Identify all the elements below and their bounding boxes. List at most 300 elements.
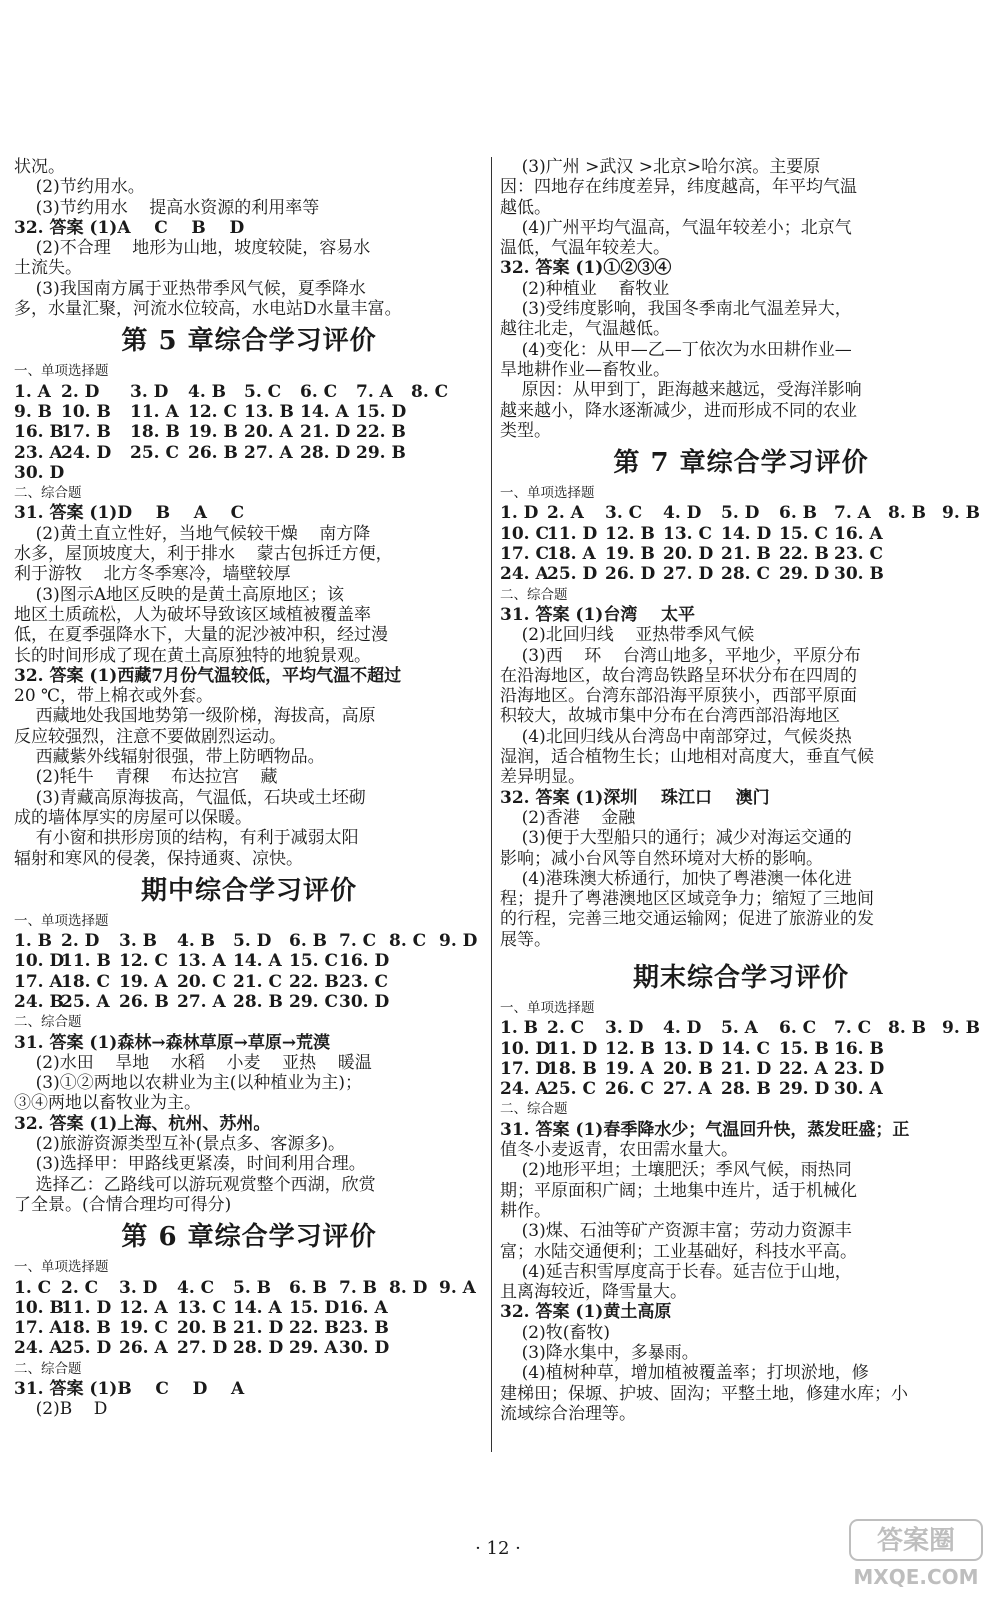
mcq-answer <box>439 992 484 1012</box>
mcq-answer: 9. B <box>942 503 981 524</box>
answer-line: 期；平原面积广阔；土地集中连片，适于机械化 <box>500 1180 857 1201</box>
answer-line: 西藏紫外线辐射很强，带上防晒物品。 <box>14 747 325 768</box>
mcq-answer: 2. A <box>547 503 584 524</box>
mcq-answer <box>888 1039 942 1059</box>
mcq-answer: 7. C <box>339 931 377 952</box>
answer-line: 富；水陆交通便利；工业基础好，科技水平高。 <box>500 1241 857 1262</box>
answer-line: 长的时间形成了现在黄土高原独特的地貌景观。 <box>14 645 371 666</box>
mcq-answer: 29. D <box>779 1079 830 1100</box>
answer-line: (2)香港 金融 <box>500 807 636 828</box>
answer-line: (2)牦牛 青稞 布达拉宫 藏 <box>14 767 278 788</box>
mcq-answer: 10. D <box>500 1038 551 1059</box>
mcq-answer <box>942 1059 982 1079</box>
mcq-answer: 17. D <box>500 1058 551 1079</box>
mcq-answer <box>942 544 982 564</box>
mcq-answer: 21. D <box>233 1318 284 1339</box>
mcq-answer: 2. C <box>547 1018 585 1039</box>
mcq-answer: 20. D <box>663 544 714 565</box>
right-column <box>500 157 982 1424</box>
answer-line: 状况。 <box>14 157 65 177</box>
mcq-answer: 3. B <box>119 931 158 952</box>
final-section-comprehensive: 二、综合题 <box>500 1101 568 1118</box>
mcq-answer: 12. A <box>119 1297 168 1318</box>
ch5-mcq-grid <box>14 382 484 483</box>
mid-answers <box>14 1033 484 1216</box>
mcq-answer: 23. B <box>339 1318 389 1339</box>
mcq-answer: 3. D <box>605 1018 644 1039</box>
answer-line: 20 ℃，带上棉衣或外套。 <box>14 686 214 707</box>
mcq-answer: 19. A <box>119 971 168 992</box>
mcq-answer: 24. A <box>500 1079 549 1100</box>
mcq-answer: 16. D <box>339 951 390 972</box>
mcq-answer: 17. A <box>14 971 63 992</box>
mcq-answer: 4. B <box>177 931 216 952</box>
mcq-answer: 19. C <box>119 1318 169 1339</box>
ch7-section-mcq: 一、单项选择题 <box>500 485 595 502</box>
right-pre-lines <box>500 157 982 441</box>
answer-line: ③④两地以畜牧业为主。 <box>14 1093 201 1114</box>
mcq-answer: 28. D <box>300 442 351 463</box>
mcq-answer: 9. D <box>439 931 478 952</box>
mcq-answer: 8. D <box>389 1277 428 1298</box>
svg-text:答案圈: 答案圈 <box>876 1526 956 1556</box>
mcq-answer <box>389 972 439 992</box>
mcq-answer: 27. D <box>663 564 714 585</box>
ch6-section-comprehensive: 二、综合题 <box>14 1360 82 1377</box>
mcq-answer: 10. D <box>14 951 65 972</box>
chapter-6-title: 第 6 章综合学习评价 <box>121 1222 377 1253</box>
answer-line: (4)港珠澳大桥通行，加快了粤港澳一体化进 <box>500 868 852 889</box>
answer-line: 在沿海地区，故台湾岛铁路呈环状分布在四周的 <box>500 665 857 686</box>
mcq-answer <box>389 951 439 971</box>
mcq-answer <box>888 524 942 544</box>
answer-line: 影响；减小台风等自然环境对大桥的影响。 <box>500 848 823 869</box>
mcq-answer: 2. D <box>61 381 100 402</box>
answer-line: 越低。 <box>500 197 551 218</box>
mcq-answer: 6. C <box>300 381 338 402</box>
mcq-answer: 7. A <box>834 503 871 524</box>
answer-line: 31. 答案 (1)D B A C <box>14 503 245 524</box>
mcq-answer: 26. A <box>119 1338 168 1359</box>
mcq-answer <box>389 1298 439 1318</box>
ch5-answers <box>14 503 484 868</box>
mcq-answer <box>888 1079 942 1099</box>
answer-line: (3)图示A地区反映的是黄土高原地区；该 <box>14 584 344 605</box>
mcq-answer: 16. A <box>834 523 883 544</box>
mcq-answer: 25. D <box>547 564 598 585</box>
mcq-answer: 12. B <box>605 1038 655 1059</box>
answer-line: 类型。 <box>500 420 551 441</box>
mcq-answer: 4. D <box>663 1018 702 1039</box>
mcq-answer <box>356 463 411 483</box>
answer-line: 32. 答案 (1)A C B D <box>14 217 245 238</box>
mcq-answer: 24. B <box>14 991 64 1012</box>
mcq-answer <box>244 463 300 483</box>
mcq-answer: 25. A <box>61 991 110 1012</box>
mcq-answer <box>439 972 484 992</box>
mcq-answer: 17. C <box>500 544 550 565</box>
ch5-section-comprehensive: 二、综合题 <box>14 485 82 502</box>
answer-line: 耕作。 <box>500 1200 551 1221</box>
mcq-answer: 15. C <box>289 951 339 972</box>
answer-line: 选择乙：乙路线可以游玩观赏整个西湖，欣赏 <box>14 1174 376 1195</box>
mcq-answer: 29. C <box>289 991 339 1012</box>
mcq-answer: 20. B <box>177 1318 227 1339</box>
answer-line: (3)选择甲：甲路线更紧凑，时间利用合理。 <box>14 1154 366 1175</box>
mcq-answer: 9. B <box>14 401 53 422</box>
answer-line: 土流失。 <box>14 258 82 279</box>
mcq-answer: 21. B <box>721 544 771 565</box>
answer-line: 辐射和寒风的侵袭，保持通爽、凉快。 <box>14 848 303 869</box>
mcq-answer: 3. D <box>130 381 169 402</box>
ch6-section-mcq: 一、单项选择题 <box>14 1259 109 1276</box>
mcq-answer: 13. B <box>244 401 294 422</box>
answer-line: 了全景。(合情合理均可得分) <box>14 1194 232 1215</box>
mcq-answer: 19. A <box>605 1058 654 1079</box>
final-mcq-grid <box>500 1018 982 1099</box>
mcq-answer: 13. C <box>177 1297 227 1318</box>
answer-line: 低，在夏季强降水下，大量的泥沙被冲积，经过漫 <box>14 625 388 646</box>
answer-line: 沿海地区。台湾东部沿海平原狭小，西部平原面 <box>500 686 857 707</box>
answer-line: 且离海较近，降雪量大。 <box>500 1282 687 1303</box>
ch7-mcq-grid <box>500 503 982 584</box>
answer-line: (4)变化：从甲—乙—丁依次为水田耕作业— <box>500 339 852 360</box>
mcq-answer <box>411 463 466 483</box>
mcq-answer: 28. C <box>721 564 771 585</box>
ch6-answers <box>14 1379 484 1420</box>
mcq-answer: 5. A <box>721 1018 758 1039</box>
mcq-answer: 24. A <box>14 1338 63 1359</box>
answer-line: (2)北回归线 亚热带季风气候 <box>500 625 755 646</box>
mcq-answer: 30. B <box>834 564 884 585</box>
mcq-answer: 25. C <box>130 442 180 463</box>
mcq-answer: 12. C <box>119 951 169 972</box>
answer-line: (2)黄土直立性好，当地气候较干燥 南方降 <box>14 523 371 544</box>
mcq-answer <box>389 1338 439 1358</box>
mcq-answer <box>888 1059 942 1079</box>
mcq-answer: 3. C <box>605 503 643 524</box>
mcq-answer: 1. A <box>14 381 51 402</box>
mcq-answer: 4. B <box>188 381 227 402</box>
mcq-answer: 14. A <box>233 1297 282 1318</box>
mcq-answer: 6. C <box>779 1018 817 1039</box>
mcq-answer: 23. C <box>834 544 884 565</box>
mcq-answer <box>942 1039 982 1059</box>
mcq-answer: 22. B <box>779 544 829 565</box>
answer-line: 湿润，适合植物生长；山地相对高度大，垂直气候 <box>500 747 874 768</box>
answer-line: 32. 答案 (1)深圳 珠江口 澳门 <box>500 787 770 808</box>
answer-line: (2)水田 旱地 水稻 小麦 亚热 暖温 <box>14 1052 372 1073</box>
mcq-answer: 18. B <box>61 1318 111 1339</box>
mcq-answer <box>389 992 439 1012</box>
mcq-answer: 8. B <box>888 503 927 524</box>
mcq-answer <box>888 544 942 564</box>
mcq-answer: 10. B <box>61 401 111 422</box>
mcq-answer: 10. B <box>14 1297 64 1318</box>
final-answers <box>500 1120 982 1424</box>
mcq-answer <box>439 1298 484 1318</box>
mcq-answer: 6. B <box>289 931 328 952</box>
answer-line: (2)旅游资源类型互补(景点多、客源多)。 <box>14 1134 345 1155</box>
mcq-answer: 21. C <box>233 971 283 992</box>
mcq-answer: 28. D <box>233 1338 284 1359</box>
final-section-mcq: 一、单项选择题 <box>500 999 595 1016</box>
answer-line: 温低，气温年较差大。 <box>500 238 670 259</box>
mcq-answer: 26. C <box>605 1079 655 1100</box>
mcq-answer: 11. D <box>547 1038 598 1059</box>
mcq-answer: 17. B <box>61 422 111 443</box>
mcq-answer: 24. A <box>500 564 549 585</box>
answer-line: (2)不合理 地形为山地，坡度较陡，容易水 <box>14 238 371 259</box>
mcq-answer: 2. C <box>61 1277 99 1298</box>
mcq-answer: 14. A <box>300 401 349 422</box>
answer-line: (2)节约用水。 <box>14 177 145 198</box>
mcq-answer: 24. D <box>61 442 112 463</box>
mcq-answer <box>300 463 356 483</box>
answer-line: (3)我国南方属于亚热带季风气候，夏季降水 <box>14 278 366 299</box>
mcq-answer: 27. A <box>663 1079 712 1100</box>
answer-line: 31. 答案 (1)B C D A <box>14 1379 245 1400</box>
left-column <box>14 157 484 1420</box>
mcq-answer: 30. D <box>339 991 390 1012</box>
mcq-answer: 14. C <box>721 1038 771 1059</box>
answer-line: 原因：从甲到丁，距海越来越远，受海洋影响 <box>500 380 862 401</box>
mcq-answer: 25. C <box>547 1079 597 1100</box>
mcq-answer: 14. A <box>233 951 282 972</box>
answer-line: (3)节约用水 提高水资源的利用率等 <box>14 197 320 218</box>
answer-line: 西藏地处我国地势第一级阶梯，海拔高，高原 <box>14 706 376 727</box>
mcq-answer: 17. A <box>14 1318 63 1339</box>
mcq-answer: 27. A <box>244 442 293 463</box>
mcq-answer: 7. C <box>834 1018 872 1039</box>
answer-line: 32. 答案 (1)西藏7月份气温较低，平均气温不超过 <box>14 665 402 686</box>
left-pre-lines <box>14 157 484 319</box>
mcq-answer: 30. A <box>834 1079 883 1100</box>
answer-line: 流域综合治理等。 <box>500 1403 636 1424</box>
mcq-answer: 21. D <box>721 1058 772 1079</box>
answer-line: (3)受纬度影响，我国冬季南北气温差异大， <box>500 299 852 320</box>
answer-line: 32. 答案 (1)上海、杭州、苏州。 <box>14 1113 271 1134</box>
answer-line: 成的墙体厚实的房屋可以保暖。 <box>14 807 252 828</box>
mcq-answer: 13. D <box>663 1038 714 1059</box>
answer-line: 地区土质疏松，人为破坏导致该区域植被覆盖率 <box>14 604 371 625</box>
mcq-answer: 3. D <box>119 1277 158 1298</box>
ch5-section-mcq: 一、单项选择题 <box>14 363 109 380</box>
mcq-answer: 20. A <box>244 422 293 443</box>
mid-section-mcq: 一、单项选择题 <box>14 912 109 929</box>
answer-line: 32. 答案 (1)①②③④ <box>500 258 672 279</box>
answer-line: (3)青藏高原海拔高，气温低，石块或土坯砌 <box>14 787 366 808</box>
mcq-answer: 5. B <box>233 1277 272 1298</box>
mcq-answer: 21. D <box>300 422 351 443</box>
mcq-answer: 5. D <box>721 503 760 524</box>
mcq-answer: 11. A <box>130 401 179 422</box>
mcq-answer: 6. B <box>779 503 818 524</box>
answer-line: 31. 答案 (1)台湾 太平 <box>500 604 696 625</box>
mcq-answer: 22. B <box>289 1318 339 1339</box>
mcq-answer <box>130 463 188 483</box>
answer-line: 旱地耕作业—畜牧业。 <box>500 359 670 380</box>
answer-line: 值冬小麦返青，农田需水量大。 <box>500 1140 738 1161</box>
mcq-answer: 5. D <box>233 931 272 952</box>
answer-line: (4)植树种草，增加植被覆盖率；打坝淤地，修 <box>500 1363 869 1384</box>
answer-line: 的行程，完善三地交通运输网；促进了旅游业的发 <box>500 909 874 930</box>
mcq-answer: 7. A <box>356 381 393 402</box>
answer-line: 反应较强烈，注意不要做剧烈运动。 <box>14 726 286 747</box>
mcq-answer: 23. A <box>14 442 63 463</box>
mcq-answer: 8. C <box>389 931 427 952</box>
mcq-answer: 27. D <box>177 1338 228 1359</box>
page-number: · 12 · <box>475 1538 521 1559</box>
mcq-answer: 15. C <box>779 523 829 544</box>
mcq-answer <box>61 463 130 483</box>
mcq-answer: 13. A <box>177 951 226 972</box>
mcq-answer: 9. B <box>942 1018 981 1039</box>
mcq-answer: 1. D <box>500 503 539 524</box>
mcq-answer: 20. C <box>177 971 227 992</box>
answer-line: (3)降水集中，多暴雨。 <box>500 1343 699 1364</box>
mcq-answer <box>411 422 466 442</box>
answer-line: (4)北回归线从台湾岛中南部穿过，气候炎热 <box>500 726 852 747</box>
mcq-answer: 29. D <box>779 564 830 585</box>
mcq-answer: 26. B <box>119 991 169 1012</box>
answer-line: 展等。 <box>500 929 551 950</box>
mcq-answer: 9. A <box>439 1277 476 1298</box>
mcq-answer: 18. C <box>61 971 111 992</box>
mcq-answer: 19. B <box>605 544 655 565</box>
ch6-mcq-grid <box>14 1278 484 1359</box>
mcq-answer: 11. D <box>547 523 598 544</box>
answer-line: (2)地形平坦；土壤肥沃；季风气候，雨热同 <box>500 1160 852 1181</box>
mcq-answer: 8. B <box>888 1018 927 1039</box>
mcq-answer: 15. D <box>289 1297 340 1318</box>
mcq-answer: 22. A <box>779 1058 828 1079</box>
mcq-answer <box>188 463 244 483</box>
chapter-7-title: 第 7 章综合学习评价 <box>613 448 869 479</box>
answer-line: 差异明显。 <box>500 767 585 788</box>
mcq-answer: 22. B <box>356 422 406 443</box>
mcq-answer: 11. D <box>61 1297 112 1318</box>
mcq-answer: 29. A <box>289 1338 338 1359</box>
answer-line: (2)B D <box>14 1399 108 1420</box>
mcq-answer <box>888 564 942 584</box>
mcq-answer <box>439 951 484 971</box>
mcq-answer: 15. B <box>779 1038 829 1059</box>
mcq-answer: 18. B <box>130 422 180 443</box>
answer-line: (3)便于大型船只的通行；减少对海运交通的 <box>500 828 852 849</box>
mcq-answer: 16. B <box>834 1038 884 1059</box>
mcq-answer: 5. C <box>244 381 282 402</box>
mcq-answer: 25. D <box>61 1338 112 1359</box>
ch7-answers <box>500 605 982 950</box>
mcq-answer: 16. A <box>339 1297 388 1318</box>
chapter-5-title: 第 5 章综合学习评价 <box>121 326 377 357</box>
answer-line: 多，水量汇聚，河流水位较高，水电站D水量丰富。 <box>14 299 402 320</box>
final-title: 期末综合学习评价 <box>632 962 849 993</box>
mcq-answer <box>411 402 466 422</box>
mcq-answer: 2. D <box>61 931 100 952</box>
answer-line: 积较大，故城市集中分布在台湾西部沿海地区 <box>500 706 840 727</box>
mcq-answer: 19. B <box>188 422 238 443</box>
mcq-answer <box>942 1079 982 1099</box>
answer-line: 越往北走，气温越低。 <box>500 319 670 340</box>
mcq-answer <box>389 1318 439 1338</box>
svg-text:MXQE.COM: MXQE.COM <box>853 1565 979 1589</box>
answer-line: (3)广州 >武汉 >北京>哈尔滨。主要原 <box>500 157 821 177</box>
mcq-answer: 15. D <box>356 401 407 422</box>
mcq-answer: 18. B <box>547 1058 597 1079</box>
mcq-answer: 23. D <box>834 1058 885 1079</box>
mcq-answer: 1. B <box>14 931 53 952</box>
mcq-answer: 11. B <box>61 951 111 972</box>
mcq-answer: 4. C <box>177 1277 215 1298</box>
mcq-answer: 14. D <box>721 523 772 544</box>
answer-line: (3)①②两地以农耕业为主(以种植业为主)； <box>14 1073 362 1094</box>
mcq-answer: 6. B <box>289 1277 328 1298</box>
ch7-section-comprehensive: 二、综合题 <box>500 586 568 603</box>
mcq-answer: 23. C <box>339 971 389 992</box>
mcq-answer <box>439 1318 484 1338</box>
answer-line: (2)种植业 畜牧业 <box>500 278 670 299</box>
mcq-answer: 12. B <box>605 523 655 544</box>
answer-line: 建梯田；保塬、护坡、固沟；平整土地，修建水库；小 <box>500 1383 908 1404</box>
mcq-answer: 20. B <box>663 1058 713 1079</box>
answer-line: 利于游牧 北方冬季寒冷，墙壁较厚 <box>14 564 291 585</box>
mcq-answer: 16. B <box>14 422 64 443</box>
mcq-answer: 4. D <box>663 503 702 524</box>
mcq-answer: 10. C <box>500 523 550 544</box>
mcq-answer <box>439 1338 484 1358</box>
mcq-answer: 18. A <box>547 544 596 565</box>
mcq-answer: 8. C <box>411 381 449 402</box>
mid-mcq-grid <box>14 931 484 1012</box>
mcq-answer: 1. C <box>14 1277 52 1298</box>
answer-line: 31. 答案 (1)春季降水少；气温回升快，蒸发旺盛；正 <box>500 1119 910 1140</box>
answer-line: (2)牧(畜牧) <box>500 1322 610 1343</box>
mcq-answer: 30. D <box>339 1338 390 1359</box>
mcq-answer: 26. B <box>188 442 238 463</box>
answer-line: (4)广州平均气温高，气温年较差小；北京气 <box>500 217 852 238</box>
mcq-answer <box>411 443 466 463</box>
mcq-answer: 1. B <box>500 1018 539 1039</box>
answer-line: 有小窗和拱形房顶的结构，有利于减弱太阳 <box>14 828 359 849</box>
mcq-answer: 29. B <box>356 442 406 463</box>
answer-line: 程；提升了粤港澳地区区域竞争力；缩短了三地间 <box>500 889 874 910</box>
watermark-logo <box>848 1516 988 1594</box>
column-divider <box>491 157 492 1452</box>
mcq-answer: 13. C <box>663 523 713 544</box>
mcq-answer: 22. B <box>289 971 339 992</box>
answer-line: 水多，屋顶坡度大，利于排水 蒙古包拆迁方便， <box>14 544 393 565</box>
mcq-answer <box>942 524 982 544</box>
mcq-answer <box>942 564 982 584</box>
answer-line: (4)延吉积雪厚度高于长春。延吉位于山地， <box>500 1261 852 1282</box>
answer-line: (3)西 环 台湾山地多，平地少，平原分布 <box>500 645 861 666</box>
mcq-answer: 12. C <box>188 401 238 422</box>
mcq-answer: 28. B <box>721 1079 771 1100</box>
mcq-answer: 26. D <box>605 564 656 585</box>
answer-line: (3)煤、石油等矿产资源丰富；劳动力资源丰 <box>500 1221 852 1242</box>
midterm-title: 期中综合学习评价 <box>140 875 357 906</box>
mcq-answer: 30. D <box>14 462 65 483</box>
mcq-answer: 7. B <box>339 1277 378 1298</box>
answer-line: 32. 答案 (1)黄土高原 <box>500 1302 672 1323</box>
mcq-answer: 27. A <box>177 991 226 1012</box>
mcq-answer: 28. B <box>233 991 283 1012</box>
mid-section-comprehensive: 二、综合题 <box>14 1014 82 1031</box>
answer-line: 越来越小，降水逐渐减少，进而形成不同的农业 <box>500 400 857 421</box>
answer-line: 因：四地存在纬度差异，纬度越高，年平均气温 <box>500 177 857 198</box>
